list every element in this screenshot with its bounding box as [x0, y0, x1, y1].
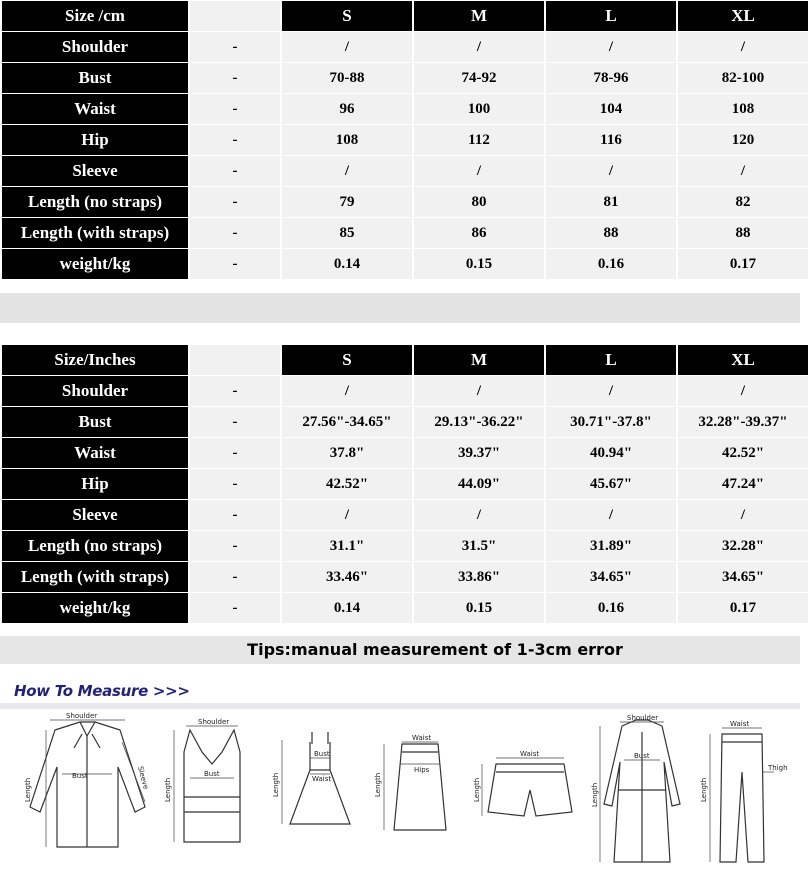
- table-cell: 31.5": [414, 531, 544, 561]
- table-cell: 0.16: [546, 249, 676, 279]
- table-row: [2, 500, 808, 530]
- table-cell: 0.15: [414, 249, 544, 279]
- table-cell: /: [546, 156, 676, 186]
- table-cell: 0.16: [546, 593, 676, 623]
- table-cell: 116: [546, 125, 676, 155]
- table-cell: 0.14: [282, 593, 412, 623]
- row-label: Waist: [2, 94, 188, 124]
- row-dash: -: [190, 500, 280, 530]
- row-label: weight/kg: [2, 249, 188, 279]
- table-header-label: Size/Inches: [2, 345, 188, 375]
- table-header-blank: [190, 1, 280, 31]
- size-header: S: [282, 1, 412, 31]
- table-cell: 45.67": [546, 469, 676, 499]
- row-dash: -: [190, 94, 280, 124]
- table-cell: 34.65": [678, 562, 808, 592]
- table-cell: /: [546, 500, 676, 530]
- table-cell: /: [414, 32, 544, 62]
- table-cell: /: [282, 156, 412, 186]
- row-label: Hip: [2, 125, 188, 155]
- how-to-measure-title: How To Measure >>>: [14, 682, 190, 700]
- table-cell: /: [678, 32, 808, 62]
- row-label: weight/kg: [2, 593, 188, 623]
- row-dash: -: [190, 125, 280, 155]
- table-row: [2, 407, 808, 437]
- table-cell: 70-88: [282, 63, 412, 93]
- size-header: L: [546, 345, 676, 375]
- blouse-bust-label: Bust: [72, 772, 88, 780]
- table-row: [2, 187, 808, 217]
- size-header: M: [414, 1, 544, 31]
- table-cell: 32.28": [678, 531, 808, 561]
- dress-waist-label: Waist: [312, 775, 332, 783]
- blouse-shoulder-label: Shoulder: [66, 712, 98, 720]
- table-cell: 37.8": [282, 438, 412, 468]
- blouse-length-label: Length: [24, 777, 32, 802]
- tips-note: Tips:manual measurement of 1-3cm error: [0, 636, 800, 664]
- table-cell: 0.15: [414, 593, 544, 623]
- table-cell: 40.94": [546, 438, 676, 468]
- table-cell: 32.28"-39.37": [678, 407, 808, 437]
- table-cell: 108: [282, 125, 412, 155]
- row-label: Sleeve: [2, 500, 188, 530]
- table-row: [2, 63, 808, 93]
- table-header-row: [2, 345, 808, 375]
- table-row: [2, 562, 808, 592]
- table-header-label: Size /cm: [2, 1, 188, 31]
- table-cell: 100: [414, 94, 544, 124]
- dress-bust-label: Bust: [314, 750, 330, 758]
- table-cell: 120: [678, 125, 808, 155]
- row-label: Hip: [2, 469, 188, 499]
- table-cell: 81: [546, 187, 676, 217]
- table-cell: 42.52": [678, 438, 808, 468]
- table-row: [2, 438, 808, 468]
- table-row: [2, 32, 808, 62]
- pants-thigh-label: Thigh: [768, 764, 788, 772]
- table-cell: 42.52": [282, 469, 412, 499]
- row-label: Bust: [2, 407, 188, 437]
- table-row: [2, 249, 808, 279]
- row-dash: -: [190, 469, 280, 499]
- table-cell: 85: [282, 218, 412, 248]
- table-cell: 33.86": [414, 562, 544, 592]
- row-label: Length (with straps): [2, 218, 188, 248]
- table-cell: 39.37": [414, 438, 544, 468]
- table-row: [2, 593, 808, 623]
- row-dash: -: [190, 218, 280, 248]
- table-cell: 104: [546, 94, 676, 124]
- table-cell: 88: [678, 218, 808, 248]
- row-dash: -: [190, 249, 280, 279]
- table-cell: /: [282, 376, 412, 406]
- title-underline: [0, 703, 800, 709]
- table-header-blank: [190, 345, 280, 375]
- row-dash: -: [190, 438, 280, 468]
- table-row: [2, 531, 808, 561]
- table-cell: 27.56"-34.65": [282, 407, 412, 437]
- row-dash: -: [190, 562, 280, 592]
- row-dash: -: [190, 187, 280, 217]
- table-cell: /: [678, 376, 808, 406]
- table-cell: 29.13"-36.22": [414, 407, 544, 437]
- table-separator: [0, 293, 800, 323]
- table-cell: /: [678, 500, 808, 530]
- coat-shoulder-label: Shoulder: [627, 714, 659, 722]
- table-cell: 0.17: [678, 249, 808, 279]
- table-cell: 108: [678, 94, 808, 124]
- table-cell: /: [678, 156, 808, 186]
- skirt-length-label: Length: [374, 772, 382, 797]
- row-label: Length (no straps): [2, 187, 188, 217]
- row-dash: -: [190, 376, 280, 406]
- pants-figure: [700, 712, 795, 872]
- vest-length-label: Length: [164, 777, 172, 802]
- vest-bust-label: Bust: [204, 770, 220, 778]
- coat-figure: [591, 712, 689, 872]
- row-dash: -: [190, 407, 280, 437]
- table-cell: 33.46": [282, 562, 412, 592]
- table-row: [2, 376, 808, 406]
- size-table-cm: [0, 0, 810, 280]
- table-cell: 74-92: [414, 63, 544, 93]
- row-dash: -: [190, 156, 280, 186]
- table-cell: 34.65": [546, 562, 676, 592]
- coat-length-label: Length: [591, 782, 599, 807]
- table-cell: 30.71"-37.8": [546, 407, 676, 437]
- blouse-figure: [10, 712, 160, 862]
- table-cell: 112: [414, 125, 544, 155]
- table-cell: 31.89": [546, 531, 676, 561]
- table-cell: /: [546, 376, 676, 406]
- table-cell: 96: [282, 94, 412, 124]
- row-label: Shoulder: [2, 376, 188, 406]
- row-dash: -: [190, 32, 280, 62]
- size-header: S: [282, 345, 412, 375]
- size-header: XL: [678, 345, 808, 375]
- table-cell: 44.09": [414, 469, 544, 499]
- table-cell: 86: [414, 218, 544, 248]
- table-row: [2, 125, 808, 155]
- table-cell: 0.17: [678, 593, 808, 623]
- dress-figure: [272, 712, 367, 862]
- row-label: Sleeve: [2, 156, 188, 186]
- table-row: [2, 218, 808, 248]
- table-cell: /: [282, 32, 412, 62]
- skirt-figure: [372, 712, 462, 862]
- vest-shoulder-label: Shoulder: [198, 718, 230, 726]
- table-row: [2, 94, 808, 124]
- row-label: Length (no straps): [2, 531, 188, 561]
- table-header-row: [2, 1, 808, 31]
- table-cell: 79: [282, 187, 412, 217]
- row-dash: -: [190, 531, 280, 561]
- table-cell: 0.14: [282, 249, 412, 279]
- table-row: [2, 156, 808, 186]
- shorts-figure: [474, 712, 584, 862]
- table-cell: 78-96: [546, 63, 676, 93]
- table-cell: 82: [678, 187, 808, 217]
- coat-bust-label: Bust: [634, 752, 650, 760]
- table-cell: /: [282, 500, 412, 530]
- table-cell: /: [414, 156, 544, 186]
- blouse-sleeve-label: Sleeve: [136, 765, 150, 791]
- dress-length-label: Length: [272, 772, 280, 797]
- table-cell: 82-100: [678, 63, 808, 93]
- row-dash: -: [190, 593, 280, 623]
- size-header: L: [546, 1, 676, 31]
- size-header: M: [414, 345, 544, 375]
- row-label: Waist: [2, 438, 188, 468]
- table-row: [2, 469, 808, 499]
- pants-waist-label: Waist: [730, 720, 750, 728]
- table-cell: /: [414, 500, 544, 530]
- table-cell: 80: [414, 187, 544, 217]
- table-cell: /: [414, 376, 544, 406]
- row-label: Length (with straps): [2, 562, 188, 592]
- vest-figure: [162, 712, 262, 862]
- size-table-inches: [0, 344, 810, 624]
- skirt-waist-label: Waist: [412, 734, 432, 742]
- pants-length-label: Length: [700, 777, 708, 802]
- size-header: XL: [678, 1, 808, 31]
- table-cell: 88: [546, 218, 676, 248]
- table-cell: 47.24": [678, 469, 808, 499]
- skirt-hips-label: Hips: [414, 766, 430, 774]
- row-label: Bust: [2, 63, 188, 93]
- table-cell: 31.1": [282, 531, 412, 561]
- measurement-figures: [0, 712, 800, 874]
- row-label: Shoulder: [2, 32, 188, 62]
- table-cell: /: [546, 32, 676, 62]
- row-dash: -: [190, 63, 280, 93]
- shorts-length-label: Length: [473, 777, 481, 802]
- shorts-waist-label: Waist: [520, 750, 540, 758]
